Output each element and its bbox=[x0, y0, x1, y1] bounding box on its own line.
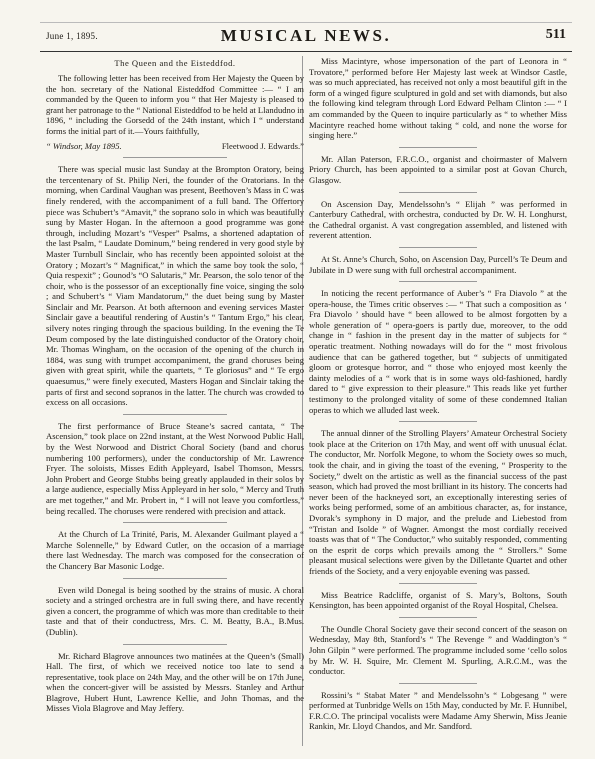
article-paterson: Mr. Allan Paterson, F.R.C.O., organist and choirmaster of Malvern Priory Church, has been appointed to a similar post at Govan Church, Glasgow. bbox=[309, 153, 567, 185]
page-number: 511 bbox=[545, 27, 566, 42]
article-queen-eisteddfod: The following letter has been received from Her Majesty the Queen by the hon. secretary of the National Eisteddfod Committee :— “ I am commanded by the Queen to inform you “ that Her Majesty is pleased to grant her patronage to the “ National Eisteddfod to be held at Llandudno in 1896, “ including the Gorsedd of the 24th instant, which I “ understand forms the initial part of it.—Yours faithfully, bbox=[46, 73, 304, 136]
article-separator bbox=[123, 522, 226, 523]
article-separator bbox=[399, 583, 476, 584]
article-donegal: Even wild Donegal is being soothed by the strains of music. A choral society and a stringed orchestra are in full swing there, and have recently given a concert, the programme of which was more than creditable to their taste and that of their conductress, Mrs. C. M. Beatty, B.A., B.Mus. (Dublin). bbox=[46, 584, 304, 637]
left-column bbox=[46, 56, 304, 718]
article-separator bbox=[399, 683, 476, 684]
article-separator bbox=[123, 414, 226, 415]
article-blagrove-matinees: Mr. Richard Blagrove announces two matinées at the Queen’s (Small) Hall. The first, of which we received notice too late to send a representative, took place on 24th May, and the other will be on 17th June, when the concert-giver will be assisted by Messrs. Stanley and Arthur Blagrove, Hubert Hunt, Lawrence Kellie, and John Thomas, and the Misses Viola Blagrove and May Jeffery. bbox=[46, 650, 304, 714]
article-separator bbox=[399, 281, 476, 282]
article-separator bbox=[399, 421, 476, 422]
article-separator bbox=[123, 157, 226, 158]
article-rossini: Rossini’s “ Stabat Mater ” and Mendelssohn’s “ Lobgesang ” were performed at Tunbridge Wells on 15th May, conducted by Mr. F. Hunnibel, F.R.C.O. The principal vocalists were Madame Amy Sherwin, Miss Jeanie Rankin, Mr. Lloyd Chandos, and Mr. Sandford. bbox=[309, 689, 567, 732]
article-radcliffe: Miss Beatrice Radcliffe, organist of S. Mary’s, Boltons, South Kensington, has been appointed organist of the Royal Hospital, Chelsea. bbox=[309, 589, 567, 611]
article-separator bbox=[399, 192, 476, 193]
article-elijah: On Ascension Day, Mendelssohn’s “ Elijah ” was performed in Canterbury Cathedral, with orchestra, conducted by Dr. W. H. Longhurst, the Cathedral organist. A vast congregation assembled, and listened with reverent attention. bbox=[309, 198, 567, 241]
signature-date: “ Windsor, May 1895. bbox=[46, 140, 122, 151]
article-brompton-oratory: There was special music last Sunday at the Brompton Oratory, being the tercentenary of St. Philip Neri, the founder of the Oratorians. In the morning, when Cardinal Vaughan was present, Beethoven’s Mass in C was finely rendered, with the accompaniment of a full band. The Offertory piece was Schubert’s “Amavit,” the soprano solo in which was beautifully sung by Master Hogan. In the afternoon a good programme was gone through, including Mozart’s “Vesper” Psalms, a shortened adaptation of the last Psalm, “ Laudate Dominum,” being rendered in very good style by Master Turnbull Sinclair, who has recently been appointed soloist at the Oratory ; Mozart’s “ Magnificat,” in which the same boy took the solo, “ Quia respexit” ; Gounod’s “O Salutaris,” Mr. Pearson, the solo tenor of the choir, who is the possessor of an exceptionally fine voice, singing the solo ; and Schubert’s “ Viam Mandatorum,” the duet being sung by Master Sinclair and Mr. Pearson. At both afternoon and evening services Master Sinclair gave a beautiful rendering of Austin’s “ Tantum Ergo,” his clear, silvery notes ringing through the spacious building. In the evening the Te Deum composed by the late distinguished conductor of the Oratory choir, Mr. Thomas Wingham, on the occasion of the opening of the church in 1884, was sung with trumpet accompaniment, the grand choruses being given with great spirit, while the quartets, “ Te gloriosus” and “ Te ergo quaesumus,” were finely executed, Masters Hogan and Sinclair taking the parts of first and second sopranos in the latter. The church was crowded to excess on all occasions. bbox=[46, 164, 304, 408]
article-macintyre: Miss Macintyre, whose impersonation of the part of Leonora in “ Trovatore,” performed before Her Majesty last week at Windsor Castle, was so much appreciated, has received not only a most beautiful gift in the form of a winged figure sculptured in gold and set with diamonds, but also the following kind telegram through Lord Edward Pelham Clinton :— “ I am commanded by the Queen to inquire particularly as “ to whether Miss Macintyre reached home without taking “ cold, and none the worse for singing here.” bbox=[309, 56, 567, 141]
right-column bbox=[309, 56, 567, 736]
article-separator bbox=[123, 644, 226, 645]
article-heading-queen-eisteddfod: The Queen and the Eisteddfod. bbox=[114, 58, 236, 68]
issue-date: June 1, 1895. bbox=[46, 31, 98, 41]
article-strolling-players: The annual dinner of the Strolling Players’ Amateur Orchestral Society took place at the Criterion on 17th May, and went off with unusual éclat. The conductor, Mr. Norfolk Megone, to whom the Society owes so much, took the chair, and in giving the toast of the evening, “ Prosperity to the Society,” dwelt on the artistic as well as the financial success of the past season, which had proved the most brilliant in its history. The concerts had never been of the hackneyed sort, an exceptionally interesting series of works being performed, some of an ambitious character, as, for instance, Dvorak’s symphony in D major, and the prelude and Liebestod from “Tristan and Isolde ” of Wagner. Amongst the most cordially received toasts was that of “ The Conductor,” who suitably responded, commenting on the esprit de corps which prevails among the “ Strollers.” Some pleasant musical selections were given by the Dilletante Quartet and other friends of the Society, and a very enjoyable evening was passed. bbox=[309, 428, 567, 576]
article-la-trinite: At the Church of La Trinité, Paris, M. Alexander Guilmant played a “ Marche Solennelle,” by Edward Cutler, on the occasion of a marriage there last Wednesday. The march was composed for the consecration of the Chancery Bar Masonic Lodge. bbox=[46, 529, 304, 571]
article-steane-cantata: The first performance of Bruce Steane’s sacred cantata, “ The Ascension,” took place on 22nd instant, at the West Norwood Public Hall, by the West Norwood and District Choral Society (band and chorus numbering 100 performers), under the conductorship of Mr. Lawrence Fryer. The soloists, Misses Edith Appleyard, Isabel Thomson, Messrs. John Probert and George Stubbs being greatly applauded in their solos by a large audience, especially Miss Appleyard in her solo, “ Mercy and Truth are met together,” and Mr. Probert in, “ I will not leave you comfortless,” being recalled. The choruses were rendered with precision and attack. bbox=[46, 420, 304, 516]
article-st-annes: At St. Anne’s Church, Soho, on Ascension Day, Purcell’s Te Deum and Jubilate in D were sung with full orchestral accompaniment. bbox=[309, 253, 567, 275]
letter-signature bbox=[46, 141, 304, 152]
masthead-title: MUSICAL NEWS. bbox=[220, 26, 392, 45]
article-separator bbox=[123, 578, 226, 579]
article-fra-diavolo: In noticing the recent performance of Auber’s “ Fra Diavolo ” at the opera-house, the Times critic observes :— “ That such a composition as ‘ Fra Diavolo ’ should have “ been allowed to be almost forgotten by a whole generation of “ opera-goers is partly due, moreover, to the odd change in “ fashion in the present day in the matter of subjects for “ operatic treatment. Nothing nowadays will do for the “ most frivolous audience that can be gathered together, but “ subjects of unmitigated gloom or grotesque horror, and “ those who enjoyed most keenly the dainty melodies of a “ work that is in some ways old-fashioned, hardly dared to “ give expression to their pleasure.” This reads like yet further testimony to the prolonged vitality of some of these condemned Italian operas to which we alluded last week. bbox=[309, 288, 567, 415]
page-header bbox=[40, 22, 572, 52]
article-oundle: The Oundle Choral Society gave their second concert of the season on Wednesday, May 8th, Stanford’s “ The Revenge ” and Waddington’s “ John Gilpin ” were performed. The programme included some ‘cello solos by Mr. W. H. Squire, Mr. Clement M. Spurling, A.R.C.M., was the conductor. bbox=[309, 623, 567, 677]
article-separator bbox=[399, 147, 476, 148]
article-separator bbox=[399, 247, 476, 248]
article-separator bbox=[399, 617, 476, 618]
signature-name: Fleetwood J. Edwards.” bbox=[221, 140, 304, 151]
